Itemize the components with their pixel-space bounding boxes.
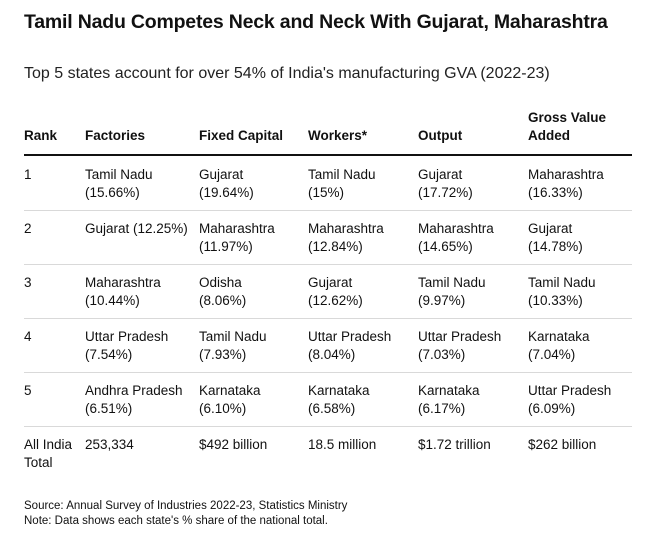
- page-title: Tamil Nadu Competes Neck and Neck With Gujarat, Maharashtra: [24, 11, 608, 33]
- total-workers-cell: 18.5 million: [308, 437, 377, 452]
- column-header-rank: Rank: [24, 128, 58, 143]
- factories-cell: Gujarat (12.25%): [85, 221, 188, 236]
- fixed-capital-cell: Odisha (8.06%): [199, 275, 247, 308]
- fixed-capital-cell: Gujarat (19.64%): [199, 167, 254, 200]
- column-header-gva-line1: Gross Value: [528, 110, 607, 125]
- output-cell: Tamil Nadu (9.97%): [418, 275, 486, 308]
- factories-cell: Andhra Pradesh (6.51%): [85, 383, 183, 416]
- column-header-workers: Workers*: [308, 128, 368, 143]
- output-cell: Gujarat (17.72%): [418, 167, 473, 200]
- factories-cell: Uttar Pradesh (7.54%): [85, 329, 169, 362]
- gva-cell: Gujarat (14.78%): [528, 221, 583, 254]
- rank-cell: 4: [24, 329, 32, 344]
- total-label-cell: All India Total: [24, 437, 73, 470]
- header-divider: [24, 154, 632, 156]
- rank-cell: 2: [24, 221, 32, 236]
- row-divider: [24, 210, 632, 211]
- output-cell: Uttar Pradesh (7.03%): [418, 329, 502, 362]
- source-note: Source: Annual Survey of Industries 2022-23, Statistics Ministry: [24, 500, 348, 512]
- total-fixed-capital-cell: $492 billion: [199, 437, 268, 452]
- rank-cell: 1: [24, 167, 32, 182]
- rank-cell: 5: [24, 383, 32, 398]
- gva-cell: Karnataka (7.04%): [528, 329, 590, 362]
- column-header-output: Output: [418, 128, 463, 143]
- fixed-capital-cell: Tamil Nadu (7.93%): [199, 329, 267, 362]
- column-header-gva: [528, 109, 606, 145]
- gva-cell: Uttar Pradesh (6.09%): [528, 383, 612, 416]
- gva-cell: Tamil Nadu (10.33%): [528, 275, 596, 308]
- total-factories-cell: 253,334: [85, 437, 134, 452]
- row-divider: [24, 426, 632, 427]
- workers-cell: Maharashtra (12.84%): [308, 221, 384, 254]
- page-subtitle: Top 5 states account for over 54% of India's manufacturing GVA (2022-23): [24, 65, 550, 82]
- fixed-capital-cell: Karnataka (6.10%): [199, 383, 261, 416]
- workers-cell: Gujarat (12.62%): [308, 275, 363, 308]
- fixed-capital-cell: Maharashtra (11.97%): [199, 221, 275, 254]
- factories-cell: Tamil Nadu (15.66%): [85, 167, 153, 200]
- total-gva-cell: $262 billion: [528, 437, 597, 452]
- workers-cell: Uttar Pradesh (8.04%): [308, 329, 392, 362]
- rank-cell: 3: [24, 275, 32, 290]
- output-cell: Maharashtra (14.65%): [418, 221, 494, 254]
- footnote: Note: Data shows each state's % share of the national total.: [24, 515, 328, 527]
- workers-cell: Karnataka (6.58%): [308, 383, 370, 416]
- gva-cell: Maharashtra (16.33%): [528, 167, 604, 200]
- output-cell: Karnataka (6.17%): [418, 383, 480, 416]
- column-header-fixed-capital: Fixed Capital: [199, 128, 284, 143]
- column-header-factories: Factories: [85, 128, 146, 143]
- total-output-cell: $1.72 trillion: [418, 437, 491, 452]
- row-divider: [24, 264, 632, 265]
- factories-cell: Maharashtra (10.44%): [85, 275, 161, 308]
- workers-cell: Tamil Nadu (15%): [308, 167, 376, 200]
- column-header-gva-line2: Added: [528, 128, 570, 143]
- row-divider: [24, 318, 632, 319]
- row-divider: [24, 372, 632, 373]
